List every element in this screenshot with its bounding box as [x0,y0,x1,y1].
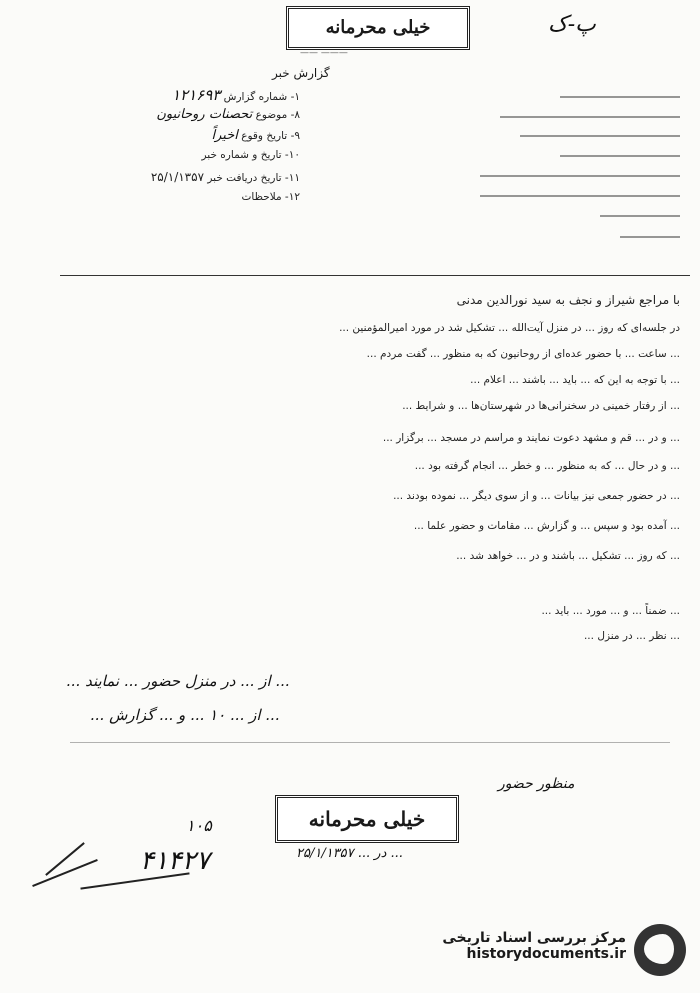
hand-note: ... از ... در منزل حضور ... نمایند ... [66,672,290,690]
header-divider [60,275,690,276]
form-field-2 [60,107,300,122]
form-field-3 [60,128,300,143]
field-label: ۱۰- تاریخ و شماره خبر [201,149,300,161]
form-heading: گزارش خبر [272,66,330,80]
body-line: ... ساعت ... با حضور عده‌ای از روحانیون که به منظور ... گفت مردم ... [366,348,680,360]
hand-number: ۱۰۵ [186,816,212,835]
archive-site-link: historydocuments.ir [466,946,626,962]
confidential-stamp-bottom: خیلی محرمانه [275,795,459,843]
archive-org-name: مرکز بررسی اسناد تاریخی [442,930,626,946]
archive-footer [442,930,626,962]
form-subheading: —— ——— [300,48,348,58]
field-value: تحصنات روحانیون [156,107,253,122]
field-label: ۱- شماره گزارش [223,91,300,103]
addressee-line: با مراجع شیراز و نجف به سید نورالدین مدنی [456,293,680,307]
field-value: ۲۵/۱/۱۳۵۷ [150,170,205,184]
form-field-4 [60,149,300,161]
body-line: ... از رفتار خمینی در سخنرانی‌ها در شهرستان‌ها ... و شرایط ... [402,400,680,412]
body-line: ... که روز ... تشکیل ... باشند و در ... خواهد شد ... [456,550,680,562]
form-field-5 [60,170,300,184]
field-label: ۹- تاریخ وقوع [241,130,300,142]
form-field-6 [60,191,300,203]
body-line: ... آمده بود و سپس ... و گزارش ... مقامات و حضور علما ... [413,520,680,532]
field-label: ۱۱- تاریخ دریافت خبر [207,172,300,184]
bottom-note: ... در ... ۲۵/۱/۱۳۵۷ [296,846,403,861]
hand-note: ... از ... ۱۰ ... و ... گزارش ... [90,706,280,724]
body-line: ... ضمناً ... و ... مورد ... باید ... [541,605,680,617]
corner-mark: پ-ک [548,12,596,37]
body-line: ... در حضور جمعی نیز بیانات ... و از سوی دیگر ... نموده بودند ... [393,490,680,502]
field-label: ۱۲- ملاحظات [241,191,300,203]
body-line: ... نظر ... در منزل ... [583,630,680,642]
field-label: ۸- موضوع [255,109,300,121]
field-value: اخیراً [211,128,238,143]
field-value: ۱۲۱۶۹۳ [171,86,221,104]
body-line: ... و در حال ... که به منظور ... و خطر ... انجام گرفته بود ... [414,460,680,472]
archive-logo-icon [634,924,686,976]
body-line: ... و در ... قم و مشهد دعوت نمایند و مراسم در مسجد ... برگزار ... [382,432,680,444]
body-line: ... با توجه به این که ... باید ... باشند ... اعلام ... [470,374,680,386]
form-field-1 [60,86,300,104]
confidential-stamp-top: خیلی محرمانه [286,6,470,50]
hand-signature-text: منظور حضور [498,776,575,792]
bottom-reference-number: ۴۱۴۲۷ [140,846,210,876]
body-line: در جلسه‌ای که روز ... در منزل آیت‌الله ... تشکیل شد در مورد امیرالمؤمنین ... [339,322,680,334]
